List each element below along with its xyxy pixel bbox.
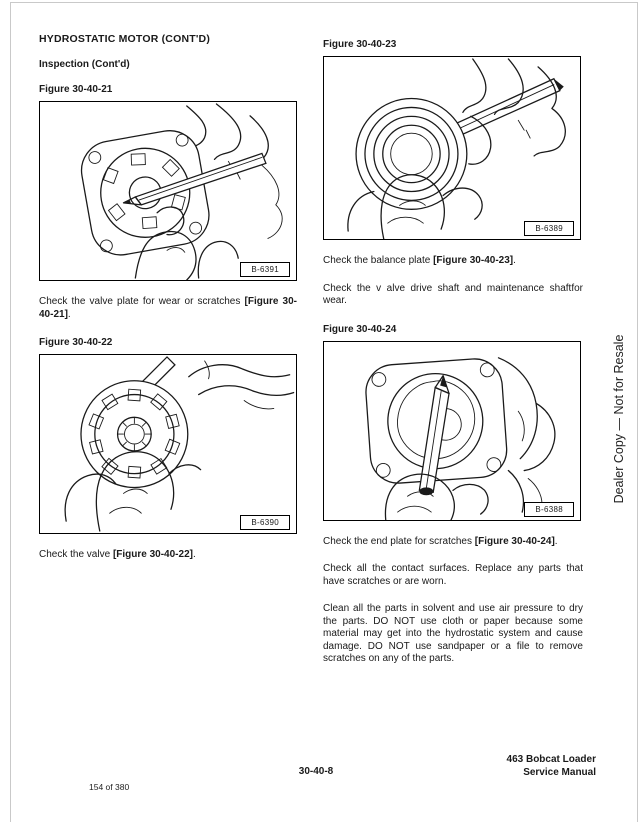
section-title: HYDROSTATIC MOTOR (CONT'D) xyxy=(39,33,211,45)
paragraph xyxy=(323,536,583,549)
figure-reference: [Figure 30-40-23] xyxy=(433,255,514,266)
figure-30-40-22 xyxy=(39,354,297,534)
paragraph-text: Check the end plate for scratches xyxy=(323,535,475,547)
left-column xyxy=(39,33,297,562)
figure-caption-30-40-21: Figure 30-40-21 xyxy=(39,84,113,95)
paragraph-text: . xyxy=(554,535,558,547)
footer-manual-line1: 463 Bobcat Loader xyxy=(506,754,596,765)
figure-reference: [Figure 30-40-21] xyxy=(39,296,298,320)
balance-plate-illustration xyxy=(324,57,580,239)
paragraph: Check all the contact surfaces. Replace any parts that have scratches or are worn. xyxy=(323,563,583,587)
valve-plate-illustration xyxy=(40,102,296,280)
valve-rotor-illustration xyxy=(40,355,296,533)
end-plate-illustration xyxy=(324,342,580,520)
figure-30-40-24 xyxy=(323,341,581,521)
paragraph: Clean all the parts in solvent and use air pressure to dry the parts. DO NOT use cloth or paper because some material may get into the hydrostatic system and cause damage. DO NOT use sandpaper or a file to remove scratches on any of the parts. xyxy=(323,603,583,664)
manual-page xyxy=(10,2,638,822)
figure-id-badge: B-6388 xyxy=(524,502,574,517)
paragraph xyxy=(39,296,297,321)
footer-manual-line2: Service Manual xyxy=(523,767,596,778)
paragraph-text: . xyxy=(67,308,71,320)
footer-page-count: 154 of 380 xyxy=(89,782,130,792)
right-column xyxy=(323,33,583,666)
dealer-copy-watermark: Dealer Copy — Not for Resale xyxy=(612,334,626,504)
paragraph-text: Check the valve xyxy=(39,549,113,560)
figure-id-badge: B-6389 xyxy=(524,221,574,236)
figure-caption-30-40-24: Figure 30-40-24 xyxy=(323,323,397,335)
figure-caption-30-40-22: Figure 30-40-22 xyxy=(39,337,113,348)
paragraph xyxy=(39,549,297,562)
paragraph-text: Check the valve plate for wear or scratches xyxy=(39,296,245,307)
paragraph-text: . xyxy=(513,255,516,266)
figure-id-badge: B-6391 xyxy=(240,262,290,277)
footer-manual-title xyxy=(323,753,596,779)
paragraph-text: Check the balance plate xyxy=(323,255,434,266)
figure-id-badge: B-6390 xyxy=(240,515,290,530)
paragraph xyxy=(323,255,583,268)
figure-30-40-23 xyxy=(323,56,581,240)
paragraph: Check the v alve drive shaft and maintenance shaftfor wear. xyxy=(323,282,583,306)
figure-reference: [Figure 30-40-22] xyxy=(112,549,193,560)
footer-page-code: 30-40-8 xyxy=(298,766,334,777)
figure-30-40-21 xyxy=(39,101,297,281)
figure-reference: [Figure 30-40-24] xyxy=(474,535,555,547)
section-subtitle: Inspection (Cont'd) xyxy=(39,59,130,70)
paragraph-text: . xyxy=(192,549,196,560)
figure-caption-30-40-23: Figure 30-40-23 xyxy=(323,39,397,50)
